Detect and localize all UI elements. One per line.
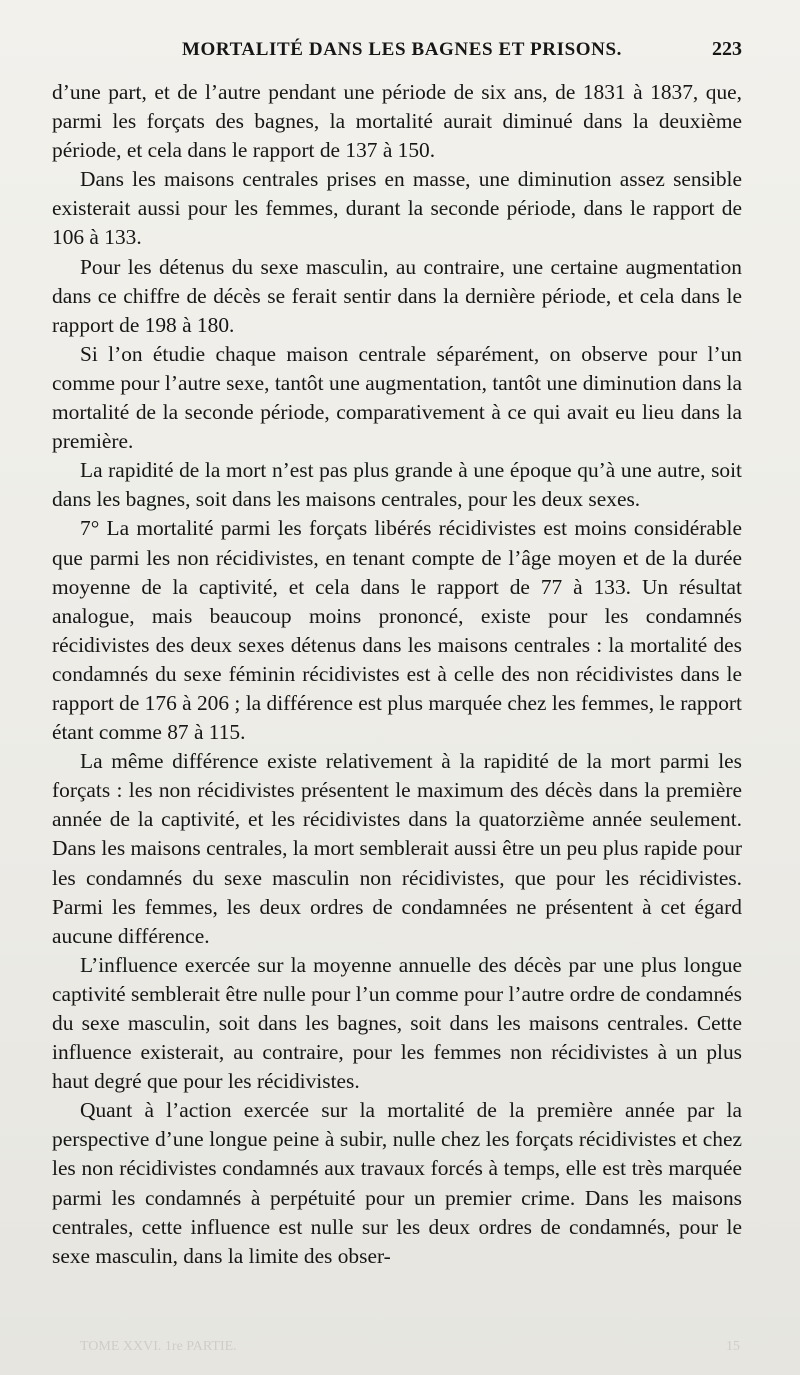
- body-text: [52, 78, 742, 1271]
- paragraph: Dans les maisons centrales prises en masse, une diminution assez sensible existerait aussi pour les femmes, durant la seconde période, dans le rapport de 106 à 133.: [52, 167, 742, 250]
- paragraph: Quant à l’action exercée sur la mortalité de la première année par la perspective d’une longue peine à subir, nulle chez les forçats récidivistes et chez les non récidivistes condamnés aux travaux forcés à temps, elle est très marquée parmi les condamnés à perpétuité pour un premier crime. Dans les maisons centrales, cette influence est nulle sur les deux ordres de condamnés, pour le sexe masculin, dans la limite des obser-: [52, 1098, 742, 1268]
- paragraph: 7° La mortalité parmi les forçats libérés récidivistes est moins considérable que parmi les non récidivistes, en tenant compte de l’âge moyen et de la durée moyenne de la captivité, et cela dans le rapport de 77 à 133. Un résultat analogue, mais beaucoup moins prononcé, existe pour les condamnés récidivistes des deux sexes détenus dans les maisons centrales : la mortalité des condamnés du sexe féminin récidivistes est à celle des non récidivistes dans le rapport de 176 à 206 ; la différence est plus marquée chez les femmes, le rapport étant comme 87 à 115.: [52, 516, 742, 745]
- paragraph: Pour les détenus du sexe masculin, au contraire, une certaine augmentation dans ce chiffre de décès se ferait sentir dans la dernière période, et cela dans le rapport de 198 à 180.: [52, 254, 742, 337]
- footer-signature: TOME XXVI. 1re PARTIE.: [80, 1339, 237, 1354]
- paragraph: La même différence existe relativement à la rapidité de la mort parmi les forçats : les non récidivistes présentent le maximum des décès dans la première année de la captivité, et les récidivistes dans la quatorzième année seulement. Dans les maisons centrales, la mort semblerait aussi être un peu plus rapide pour les condamnés du sexe masculin non récidivistes, que pour les récidivistes. Parmi les femmes, les deux ordres de condamnées ne présentent à cet égard aucune différence.: [52, 749, 742, 948]
- page-footer: [80, 1339, 740, 1355]
- footer-sheet-number: 15: [726, 1339, 740, 1354]
- paragraph: d’une part, et de l’autre pendant une période de six ans, de 1831 à 1837, que, parmi les forçats des bagnes, la mortalité aurait diminué dans la deuxième période, et cela dans le rapport de 137 à 150.: [52, 80, 742, 163]
- paragraph: L’influence exercée sur la moyenne annuelle des décès par une plus longue captivité semblerait être nulle pour l’un comme pour l’autre ordre de condamnés du sexe masculin, soit dans les bagnes, soit dans les maisons centrales. Cette influence existerait, au contraire, pour les femmes non récidivistes à un plus haut degré que pour les récidivistes.: [52, 952, 742, 1094]
- page-number: 223: [712, 38, 742, 60]
- paragraph: La rapidité de la mort n’est pas plus grande à une époque qu’à une autre, soit dans les bagnes, soit dans les maisons centrales, pour les deux sexes.: [52, 458, 742, 512]
- page-header: [52, 38, 742, 78]
- paragraph: Si l’on étudie chaque maison centrale séparément, on observe pour l’un comme pour l’autre sexe, tantôt une augmentation, tantôt une diminution dans la mortalité de la seconde période, comparativement à ce qui avait eu lieu dans la première.: [52, 341, 742, 454]
- running-head: MORTALITÉ DANS LES BAGNES ET PRISONS.: [182, 39, 622, 60]
